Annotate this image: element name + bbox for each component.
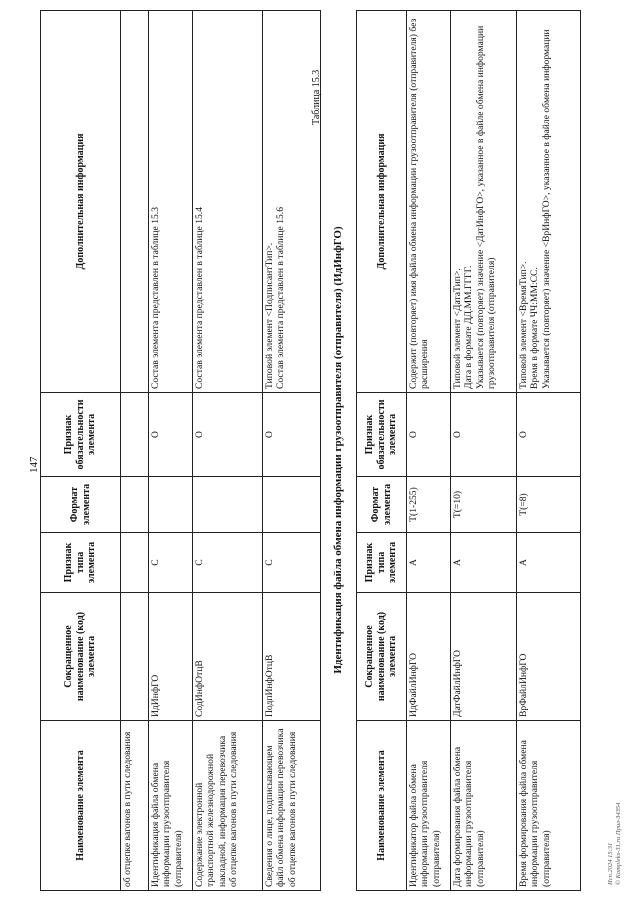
header-format: Формат элемента	[357, 477, 407, 533]
cell-name: Время формирования файла обмена информации грузоотправителя (отправителя)	[517, 721, 581, 891]
stamp-line: Исп.2024 15:31	[607, 842, 614, 885]
cell-required: О	[517, 393, 581, 477]
cell-info: Типовой элемент <ПодписантТип>. Состав элемента представлен в таблице 15.6	[263, 11, 321, 393]
table-row	[121, 11, 149, 891]
header-format: Формат элемента	[41, 477, 121, 533]
header-info: Дополнительная информация	[41, 11, 121, 393]
cell-type	[121, 533, 149, 593]
table-row	[193, 11, 263, 891]
cell-info: Типовой элемент <ВремяТип>. Время в формате ЧЧ:ММ:СС. Указывается (повторяет) значение <ВрИнфГО>, указанное в файле обмена информации	[517, 11, 581, 393]
page-number: 147	[28, 456, 40, 473]
cell-name: Содержание электронной транспортной железнодорожной накладной, информация перевозчика об отцепке вагонов в пути следования	[193, 721, 263, 891]
table-row	[263, 11, 321, 891]
cell-required: О	[451, 393, 517, 477]
header-required: Признак обязательности элемента	[41, 393, 121, 477]
cell-info: Содержит (повторяет) имя файла обмена информации грузоотправителя (отправителя) без расширения	[407, 11, 451, 393]
document-stamp	[607, 803, 624, 885]
cell-format	[193, 477, 263, 533]
cell-name: Дата формирования файла обмена информации грузоотправителя (отправителя)	[451, 721, 517, 891]
table-15-3	[356, 10, 581, 891]
header-type: Признак типа элемента	[41, 533, 121, 593]
header-code: Сокращенное наименование (код) элемента	[41, 593, 121, 721]
table-row	[407, 11, 451, 891]
cell-format: Т(=10)	[451, 477, 517, 533]
cell-name: Идентификация файла обмена информации грузоотправителя (отправителя)	[149, 721, 193, 891]
table-row	[517, 11, 581, 891]
cell-type: С	[263, 533, 321, 593]
cell-name: Идентификатор файла обмена информации грузоотправителя (отправителя)	[407, 721, 451, 891]
cell-code: ДатФайлИнфГО	[451, 593, 517, 721]
cell-type: С	[193, 533, 263, 593]
cell-info: Состав элемента представлен в таблице 15.3	[149, 11, 193, 393]
header-info: Дополнительная информация	[357, 11, 407, 393]
cell-code: ПодпИнфОтцВ	[263, 593, 321, 721]
header-type: Признак типа элемента	[357, 533, 407, 593]
table-caption: Таблица 15.3	[311, 69, 322, 125]
cell-code: СодИнфОтцВ	[193, 593, 263, 721]
cell-format: Т(=8)	[517, 477, 581, 533]
cell-code: ВрФайлИнфГО	[517, 593, 581, 721]
cell-format	[121, 477, 149, 533]
cell-code	[121, 593, 149, 721]
header-name: Наименование элемента	[41, 721, 121, 891]
table-header-row	[357, 11, 407, 891]
stamp-line: © Kompleks-31.ru Прил-34354	[615, 802, 623, 885]
cell-name: об отцепке вагонов в пути следования	[121, 721, 149, 891]
cell-type: А	[517, 533, 581, 593]
cell-type: А	[407, 533, 451, 593]
cell-required	[121, 393, 149, 477]
table-title: Идентификация файла обмена информации грузоотправителя (отправителя) (ИдИнфГО)	[332, 226, 344, 674]
cell-format	[149, 477, 193, 533]
cell-name: Сведения о лице, подписывающем файл обмена информации перевозчика об отцепке вагонов в пути следования	[263, 721, 321, 891]
cell-info	[121, 11, 149, 393]
table-header-row	[41, 11, 121, 891]
cell-code: ИдФайлИнфГО	[407, 593, 451, 721]
cell-required: О	[149, 393, 193, 477]
cell-type: А	[451, 533, 517, 593]
cell-type: С	[149, 533, 193, 593]
header-code: Сокращенное наименование (код) элемента	[357, 593, 407, 721]
cell-required: О	[407, 393, 451, 477]
table-row	[149, 11, 193, 891]
header-required: Признак обязательности элемента	[357, 393, 407, 477]
cell-format: Т(1-255)	[407, 477, 451, 533]
table-row	[451, 11, 517, 891]
cell-required: О	[263, 393, 321, 477]
cell-info: Типовой элемент <ДатаТип>. Дата в формате ДД.ММ.ГГГГ. Указывается (повторяет) значение <ДатИнфГО>, указанное в файле обмена информации грузоотправителя (отправителя)	[451, 11, 517, 393]
cell-code: ИдИнфГО	[149, 593, 193, 721]
cell-format	[263, 477, 321, 533]
cell-info: Состав элемента представлен в таблице 15.4	[193, 11, 263, 393]
table-continuation	[40, 10, 321, 891]
header-name: Наименование элемента	[357, 721, 407, 891]
cell-required: О	[193, 393, 263, 477]
